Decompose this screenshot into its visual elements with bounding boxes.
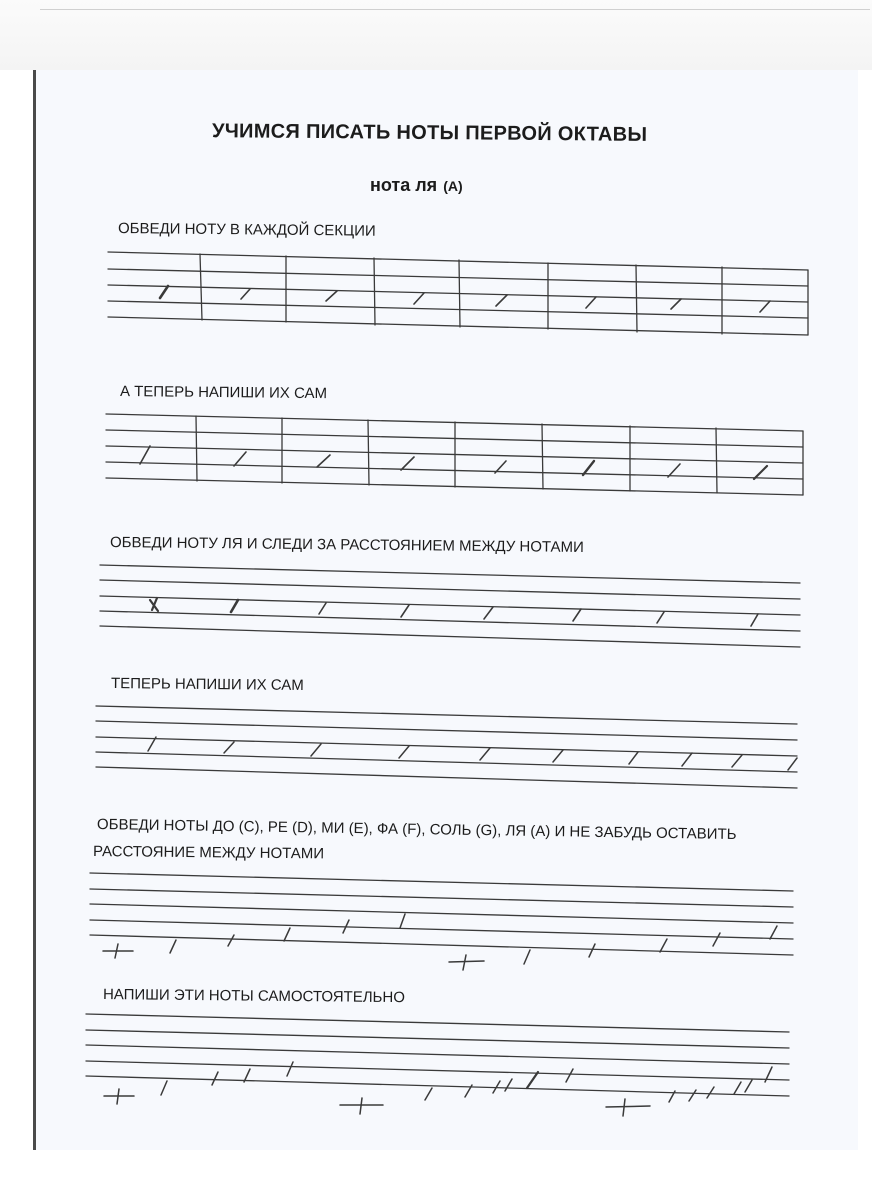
instruction-6: НАПИШИ ЭТИ НОТЫ САМОСТОЯТЕЛЬНО (102, 986, 406, 1007)
staff-6-write (86, 1014, 789, 1096)
staff-5-notes (103, 914, 777, 970)
subtitle-note-name: нота ля (370, 175, 438, 195)
staff-1-trace (108, 252, 808, 335)
staff-2-notes (140, 446, 767, 479)
instruction-5-line-1: ОБВЕДИ НОТЫ ДО (С), РЕ (D), МИ (E), ФА (F), СОЛЬ (G), ЛЯ (A) И НЕ ЗАБУДЬ ОСТАВИТЬ (96, 816, 737, 844)
worksheet-title: УЧИМСЯ ПИСАТЬ НОТЫ ПЕРВОЙ ОКТАВЫ (211, 120, 648, 146)
instruction-4: ТЕПЕРЬ НАПИШИ ИХ САМ (110, 675, 304, 695)
instruction-2: А ТЕПЕРЬ НАПИШИ ИХ САМ (119, 383, 328, 403)
staff-4-write (96, 706, 797, 788)
staff-2-write (106, 414, 803, 495)
instruction-3: ОБВЕДИ НОТУ ЛЯ И СЛЕДИ ЗА РАССТОЯНИЕМ МЕЖДУ НОТАМИ (109, 534, 584, 556)
staff-3-trace (100, 565, 800, 647)
staff-5-trace (90, 873, 793, 955)
instruction-1: ОБВЕДИ НОТУ В КАЖДОЙ СЕКЦИИ (117, 220, 376, 240)
instruction-5-line-2: РАССТОЯНИЕ МЕЖДУ НОТАМИ (92, 843, 325, 863)
subtitle-latin-name: (A) (443, 178, 463, 194)
